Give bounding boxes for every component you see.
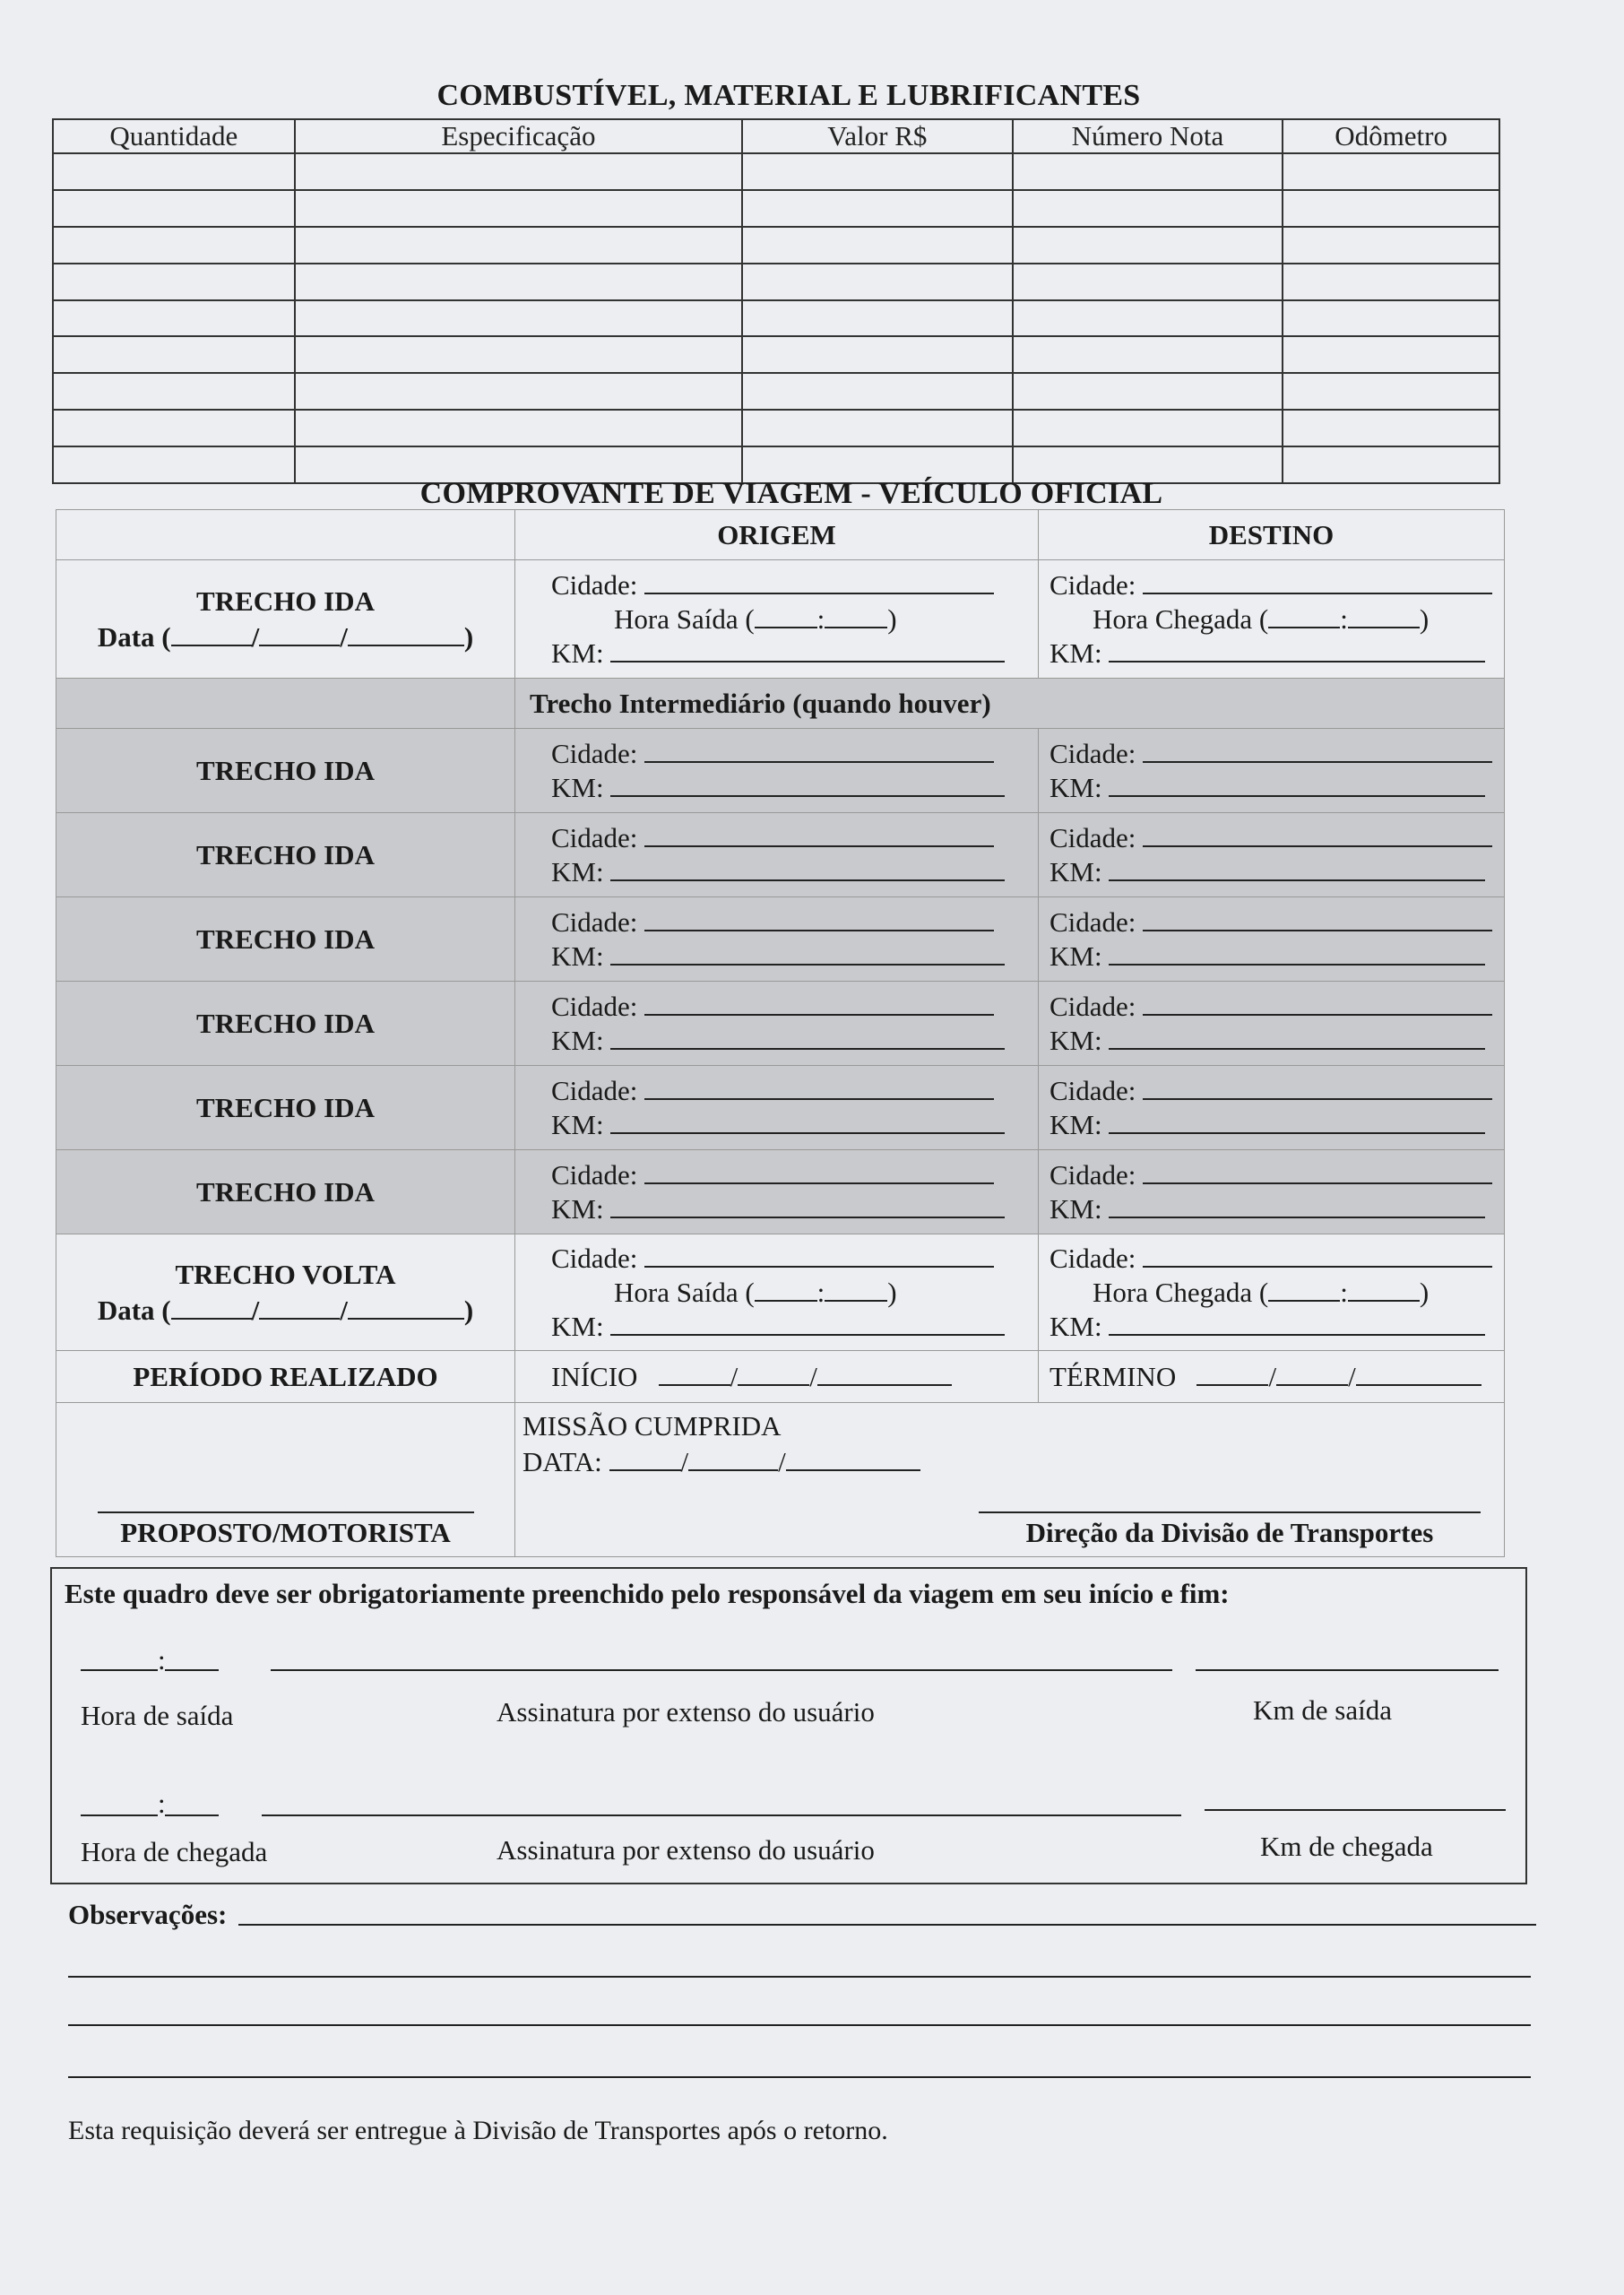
intermediate-row-label: TRECHO IDA [56, 1066, 515, 1150]
arrival-km-label: Km de chegada [1260, 1831, 1433, 1862]
intermediate-row [56, 813, 1505, 897]
intermediate-origin-km[interactable]: KM: [515, 855, 1038, 889]
departure-signature-line[interactable] [271, 1669, 1172, 1671]
intermediate-row-label: TRECHO IDA [56, 897, 515, 982]
intermediate-destination-km[interactable]: KM: [1039, 940, 1504, 974]
destination-header: DESTINO [1039, 510, 1505, 560]
intermediate-row-label: TRECHO IDA [56, 813, 515, 897]
intermediate-origin-city[interactable]: Cidade: [515, 737, 1038, 771]
table-row[interactable] [53, 300, 1499, 337]
arrival-minute-line[interactable] [165, 1814, 219, 1816]
intermediate-row-label: TRECHO IDA [56, 982, 515, 1066]
outbound-date[interactable]: Data ( / / ) [97, 620, 474, 653]
outbound-row [56, 560, 1505, 679]
fuel-section-title: COMBUSTÍVEL, MATERIAL E LUBRIFICANTES [436, 79, 1141, 112]
intermediate-row [56, 729, 1505, 813]
outbound-label: TRECHO IDA [196, 585, 375, 617]
intermediate-row [56, 982, 1505, 1066]
col-quantidade: Quantidade [53, 119, 295, 153]
arrival-hour-line[interactable] [81, 1814, 158, 1816]
intermediate-origin-city[interactable]: Cidade: [515, 905, 1038, 940]
origin-km[interactable]: KM: [515, 637, 1038, 671]
intermediate-row [56, 1150, 1505, 1234]
col-odometro: Odômetro [1283, 119, 1499, 153]
trip-table [56, 509, 1505, 1557]
destination-km[interactable]: KM: [1039, 637, 1504, 671]
return-arrival-time[interactable]: Hora Chegada ( : ) [1093, 1276, 1430, 1308]
col-especificacao: Especificação [295, 119, 742, 153]
mission-label: MISSÃO CUMPRIDA [523, 1410, 782, 1442]
signature-label-2: Assinatura por extenso do usuário [497, 1834, 875, 1866]
period-end[interactable]: TÉRMINO / / [1039, 1360, 1504, 1394]
intermediate-origin-km[interactable]: KM: [515, 1108, 1038, 1142]
arrival-time-label: Hora de chegada [81, 1836, 268, 1867]
trip-header-row [56, 510, 1505, 560]
intermediate-origin-km[interactable]: KM: [515, 940, 1038, 974]
col-numero-nota: Número Nota [1013, 119, 1283, 153]
table-row[interactable] [53, 264, 1499, 300]
departure-km-label: Km de saída [1253, 1694, 1392, 1726]
observations-line[interactable] [68, 1976, 1531, 1978]
intermediate-destination-city[interactable]: Cidade: [1039, 990, 1504, 1024]
intermediate-destination-km[interactable]: KM: [1039, 855, 1504, 889]
origin-city[interactable]: Cidade: [515, 568, 1038, 602]
intermediate-destination-city[interactable]: Cidade: [1039, 737, 1504, 771]
col-valor: Valor R$ [742, 119, 1013, 153]
intermediate-origin-km[interactable]: KM: [515, 771, 1038, 805]
table-row[interactable] [53, 227, 1499, 264]
observations-line[interactable] [238, 1924, 1536, 1926]
return-destination-km[interactable]: KM: [1039, 1310, 1504, 1344]
return-destination-city[interactable]: Cidade: [1039, 1242, 1504, 1276]
direction-signature[interactable]: Direção da Divisão de Transportes [979, 1511, 1481, 1549]
intermediate-row-label: TRECHO IDA [56, 729, 515, 813]
arrival-time[interactable]: Hora Chegada ( : ) [1093, 602, 1430, 635]
intermediate-origin-city[interactable]: Cidade: [515, 990, 1038, 1024]
arrival-signature-line[interactable] [262, 1814, 1181, 1816]
table-row[interactable] [53, 153, 1499, 190]
observations-line[interactable] [68, 2024, 1531, 2026]
destination-city[interactable]: Cidade: [1039, 568, 1504, 602]
return-departure-time[interactable]: Hora Saída ( : ) [614, 1276, 897, 1308]
fuel-table-header [53, 119, 1499, 153]
intermediate-origin-city[interactable]: Cidade: [515, 1074, 1038, 1108]
table-row[interactable] [53, 373, 1499, 410]
footer-note: Esta requisição deverá ser entregue à Divisão de Transportes após o retorno. [68, 2116, 888, 2145]
intermediate-destination-km[interactable]: KM: [1039, 1024, 1504, 1058]
intermediate-destination-km[interactable]: KM: [1039, 1108, 1504, 1142]
intermediate-destination-km[interactable]: KM: [1039, 1192, 1504, 1226]
period-row [56, 1351, 1505, 1403]
return-origin-city[interactable]: Cidade: [515, 1242, 1038, 1276]
observations-label: Observações: [68, 1899, 228, 1930]
intermediate-destination-city[interactable]: Cidade: [1039, 1158, 1504, 1192]
intermediate-row [56, 1066, 1505, 1150]
period-start[interactable]: INÍCIO / / [515, 1360, 1038, 1394]
departure-time[interactable]: Hora Saída ( : ) [614, 602, 897, 635]
responsible-heading: Este quadro deve ser obrigatoriamente preenchido pelo responsável da viagem em seu início e fim: [65, 1578, 1230, 1609]
intermediate-origin-km[interactable]: KM: [515, 1192, 1038, 1226]
intermediate-origin-km[interactable]: KM: [515, 1024, 1038, 1058]
driver-signature[interactable]: PROPOSTO/MOTORISTA [98, 1511, 474, 1549]
observations-line[interactable] [68, 2076, 1531, 2078]
trip-section-title: COMPROVANTE DE VIAGEM - VEÍCULO OFICIAL [419, 477, 1163, 510]
departure-time-label: Hora de saída [81, 1700, 234, 1731]
intermediate-destination-city[interactable]: Cidade: [1039, 1074, 1504, 1108]
departure-hour-line[interactable] [81, 1669, 158, 1671]
fuel-table [52, 118, 1500, 484]
signature-label-1: Assinatura por extenso do usuário [497, 1696, 875, 1728]
period-label: PERÍODO REALIZADO [56, 1351, 515, 1403]
return-row [56, 1234, 1505, 1351]
intermediate-row-label: TRECHO IDA [56, 1150, 515, 1234]
return-label: TRECHO VOLTA [175, 1258, 396, 1290]
mission-date[interactable]: DATA: / / [515, 1444, 1504, 1480]
intermediate-row [56, 897, 1505, 982]
return-origin-km[interactable]: KM: [515, 1310, 1038, 1344]
arrival-km-line[interactable] [1205, 1809, 1506, 1811]
intermediate-destination-city[interactable]: Cidade: [1039, 821, 1504, 855]
intermediate-origin-city[interactable]: Cidade: [515, 821, 1038, 855]
departure-minute-line[interactable] [165, 1669, 219, 1671]
mission-row [56, 1403, 1505, 1557]
table-row[interactable] [53, 336, 1499, 373]
intermediate-destination-km[interactable]: KM: [1039, 771, 1504, 805]
intermediate-origin-city[interactable]: Cidade: [515, 1158, 1038, 1192]
return-date[interactable]: Data ( / / ) [97, 1294, 474, 1326]
departure-km-line[interactable] [1196, 1669, 1499, 1671]
intermediate-header-row [56, 679, 1505, 729]
table-row[interactable] [53, 190, 1499, 227]
intermediate-destination-city[interactable]: Cidade: [1039, 905, 1504, 940]
origin-header: ORIGEM [515, 510, 1039, 560]
intermediate-label: Trecho Intermediário (quando houver) [515, 679, 1505, 729]
table-row[interactable] [53, 410, 1499, 446]
responsible-box: Este quadro deve ser obrigatoriamente preenchido pelo responsável da viagem em seu início e fim: : Hora de saída Assinatura por extenso do usuário Km de saída : Hora de chegada Assinatura por extenso do usuário Km de chegada [50, 1567, 1527, 1884]
